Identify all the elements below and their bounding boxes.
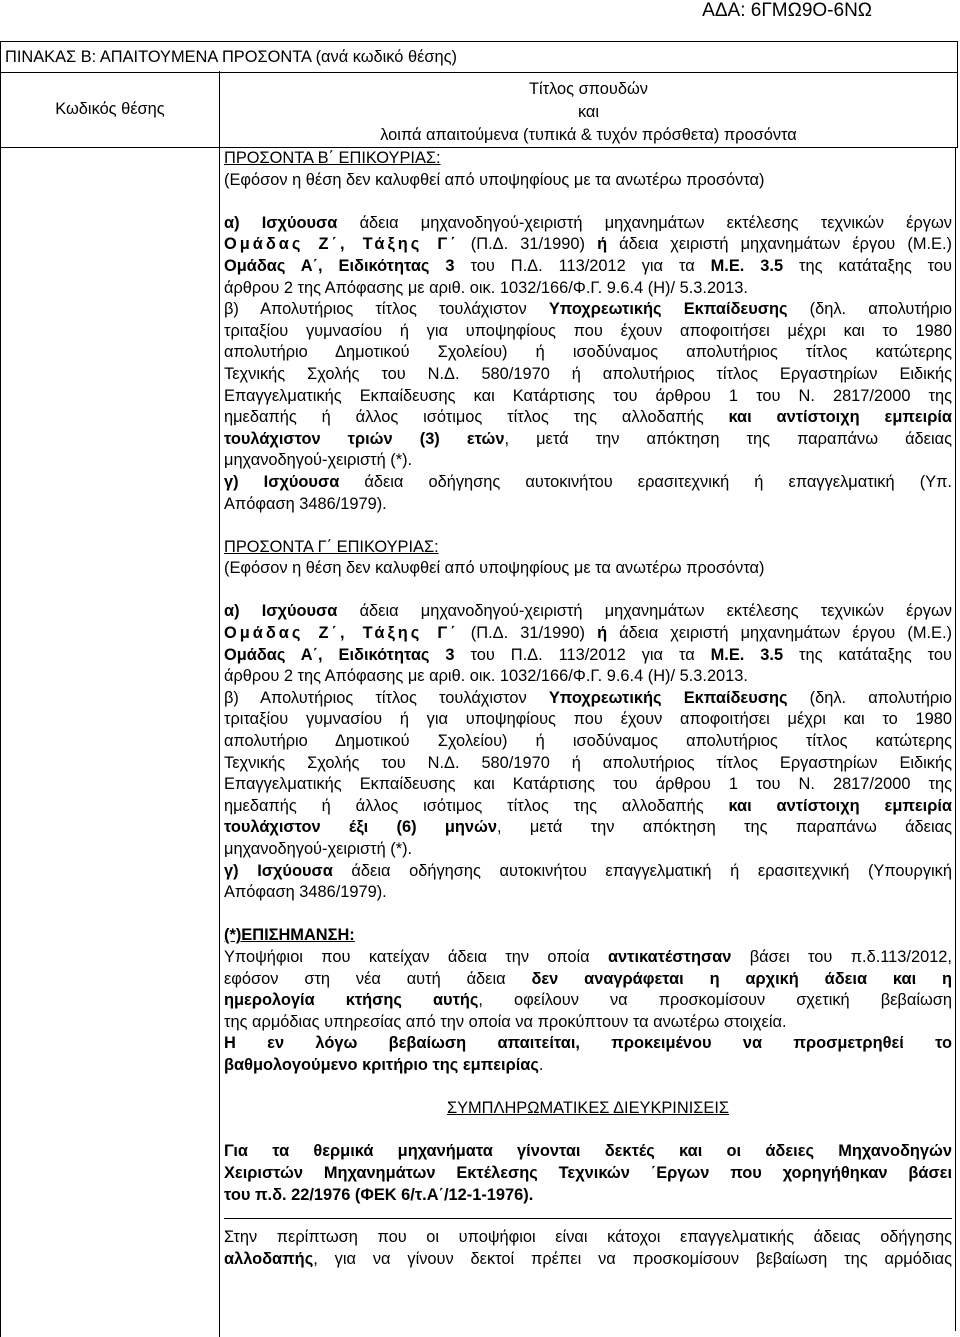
g-item-b-line8: μηχανοδηγού-χειριστή (*).: [224, 840, 413, 858]
b-item-c-line1: γ) Ισχύουσα άδεια οδήγησης αυτοκινήτου ερασιτεχνική ή επαγγελματική (Υπ.: [224, 472, 952, 491]
g-item-a-line3: Ομάδας Α΄, Ειδικότητας 3 του Π.Δ. 113/2012 για τα Μ.Ε. 3.5 της κατάταξης του: [224, 645, 953, 664]
b-item-b-line1: β) Απολυτήριος τίτλος τουλάχιστον Υποχρεωτικής Εκπαίδευσης (δηλ. απολυτήριο: [224, 300, 953, 319]
g-item-c-line1: γ) Ισχύουσα άδεια οδήγησης αυτοκινήτου επαγγελματική ή ερασιτεχνική (Υπουργική: [224, 861, 952, 880]
note-line5: Η εν λόγω βεβαίωση απαιτείται, προκειμένου να προσμετρηθεί το: [224, 1034, 952, 1053]
b-item-b-line2: τριταξίου γυμνασίου ή για υποψηφίους που έχουν αποφοιτήσει μέχρι και το 1980: [224, 321, 952, 340]
b-item-b-line3: απολυτήριο Δημοτικού Σχολείου) ή ισοδύναμος απολυτήριος τίτλος κατώτερης: [224, 343, 952, 362]
b-item-b-line8: μηχανοδηγού-χειριστή (*).: [224, 451, 413, 470]
g-item-c-line2: Απόφαση 3486/1979).: [224, 883, 387, 902]
b-item-b-line7: τουλάχιστον τριών (3) ετών, μετά την απόκτηση της παραπάνω άδειας: [224, 429, 952, 448]
g-item-b-line7: τουλάχιστον έξι (6) μηνών, μετά την απόκτηση της παραπάνω άδειας: [224, 818, 952, 837]
note-line1: Υποψήφιοι που κατείχαν άδεια την οποία αντικατέστησαν βάσει του π.δ.113/2012,: [224, 947, 952, 966]
g-item-b-line6: ημεδαπής ή άλλος ισότιμος τίτλος της αλλοδαπής και αντίστοιχη εμπειρία: [224, 796, 952, 815]
supplementary-line1: Για τα θερμικά μηχανήματα γίνονται δεκτές και οι άδειες Μηχανοδηγών: [224, 1142, 952, 1161]
g-item-a-line2: Ομάδας Ζ΄, Τάξης Γ΄ (Π.Δ. 31/1990) ή άδεια χειριστή μηχανημάτων έργου (Μ.Ε.): [224, 624, 952, 643]
g-item-a-line4: άρθρου 2 της Απόφασης με αριθ. οικ. 1032/166/Φ.Γ. 9.6.4 (Η)/ 5.3.2013.: [224, 667, 748, 686]
g-item-b-line3: απολυτήριο Δημοτικού Σχολείου) ή ισοδύναμος απολυτήριος τίτλος κατώτερης: [224, 732, 952, 751]
divider: [224, 1218, 952, 1219]
header-line-1: Τίτλος σπουδών: [528, 80, 649, 98]
b-item-c-line2: Απόφαση 3486/1979).: [224, 494, 387, 513]
supplementary-heading: ΣΥΜΠΛΗΡΩΜΑΤΙΚΕΣ ΔΙΕΥΚΡΙΝΙΣΕΙΣ: [446, 1099, 730, 1118]
b-item-a-line1: α) Ισχύουσα άδεια μηχανοδηγού-χειριστή μηχανημάτων εκτέλεσης τεχνικών έργων: [224, 213, 952, 232]
supplementary-line3: του π.δ. 22/1976 (ΦΕΚ 6/τ.Α΄/12-1-1976).: [224, 1185, 534, 1204]
qualifications-content: [224, 148, 952, 1270]
footer-line1: Στην περίπτωση που οι υποψήφιοι είναι κάτοχοι επαγγελματικής άδειας οδήγησης: [224, 1228, 952, 1247]
b-item-b-line6: ημεδαπής ή άλλος ισότιμος τίτλος της αλλοδαπής και αντίστοιχη εμπειρία: [224, 408, 952, 427]
footer-line2: αλλοδαπής, για να γίνουν δεκτοί πρέπει να προσκομίσουν βεβαίωση της αρμόδιας: [224, 1249, 952, 1268]
note-line3: ημερολογία κτήσης αυτής, οφείλουν να προσκομίσουν σχετική βεβαίωση: [224, 991, 952, 1010]
table-title: ΠΙΝΑΚΑΣ Β: ΑΠΑΙΤΟΥΜΕΝΑ ΠΡΟΣΟΝΤΑ (ανά κωδικό θέσης): [5, 48, 457, 66]
position-code-header: Κωδικός θέσης: [1, 71, 220, 147]
b-item-a-line2: Ομάδας Ζ΄, Τάξης Γ΄ (Π.Δ. 31/1990) ή άδεια χειριστή μηχανημάτων έργου (Μ.Ε.): [224, 235, 952, 254]
section-g-subtitle: (Εφόσον η θέση δεν καλυφθεί από υποψηφίους με τα ανωτέρω προσόντα): [224, 559, 765, 578]
note-line6: βαθμολογούμενο κριτήριο της εμπειρίας.: [224, 1055, 544, 1074]
table-header-row: [0, 71, 958, 148]
g-item-a-line1: α) Ισχύουσα άδεια μηχανοδηγού-χειριστή μηχανημάτων εκτέλεσης τεχνικών έργων: [224, 602, 952, 621]
header-line-3: λοιπά απαιτούμενα (τυπικά & τυχόν πρόσθετα) προσόντα: [380, 126, 797, 144]
section-b-heading: ΠΡΟΣΟΝΤΑ Β΄ ΕΠΙΚΟΥΡΙΑΣ:: [224, 149, 441, 167]
g-item-b-line2: τριταξίου γυμνασίου ή για υποψηφίους που έχουν αποφοιτήσει μέχρι και το 1980: [224, 710, 952, 729]
b-item-a-line4: άρθρου 2 της Απόφασης με αριθ. οικ. 1032/166/Φ.Γ. 9.6.4 (Η)/ 5.3.2013.: [224, 278, 748, 297]
section-b-subtitle: (Εφόσον η θέση δεν καλυφθεί από υποψηφίους με τα ανωτέρω προσόντα): [224, 170, 765, 189]
header-line-2: και: [577, 103, 600, 121]
g-item-b-line4: Τεχνικής Σχολής του Ν.Δ. 580/1970 ή απολυτήριος τίτλος Εργαστηρίων Ειδικής: [224, 753, 952, 772]
b-item-b-line5: Επαγγελματικής Εκπαίδευσης και Κατάρτισης του άρθρου 1 του Ν. 2817/2000 της: [224, 386, 952, 405]
qualifications-header: [220, 71, 957, 147]
position-code-column: [0, 147, 220, 1337]
note-line4: της αρμόδιας υπηρεσίας από την οποία να προκύπτουν τα ανωτέρω στοιχεία.: [224, 1012, 787, 1031]
b-item-a-line3: Ομάδας Α΄, Ειδικότητας 3 του Π.Δ. 113/2012 για τα Μ.Ε. 3.5 της κατάταξης του: [224, 256, 953, 275]
section-g-heading: ΠΡΟΣΟΝΤΑ Γ΄ ΕΠΙΚΟΥΡΙΑΣ:: [224, 537, 439, 556]
ada-code: ΑΔΑ: 6ΓΜΩ9Ο-6ΝΩ: [702, 0, 872, 21]
note-heading: (*)ΕΠΙΣΗΜΑΝΣΗ:: [224, 926, 355, 945]
g-item-b-line5: Επαγγελματικής Εκπαίδευσης και Κατάρτισης του άρθρου 1 του Ν. 2817/2000 της: [224, 775, 952, 794]
note-line2: εφόσον στη νέα αυτή άδεια δεν αναγράφεται η αρχική άδεια και η: [224, 969, 952, 988]
g-item-b-line1: β) Απολυτήριος τίτλος τουλάχιστον Υποχρεωτικής Εκπαίδευσης (δηλ. απολυτήριο: [224, 688, 953, 707]
supplementary-line2: Χειριστών Μηχανημάτων Εκτέλεσης Τεχνικών ΄Εργων που χορηγήθηκαν βάσει: [224, 1163, 952, 1182]
b-item-b-line4: Τεχνικής Σχολής του Ν.Δ. 580/1970 ή απολυτήριος τίτλος Εργαστηρίων Ειδικής: [224, 364, 952, 383]
table-title-row: [0, 41, 958, 73]
